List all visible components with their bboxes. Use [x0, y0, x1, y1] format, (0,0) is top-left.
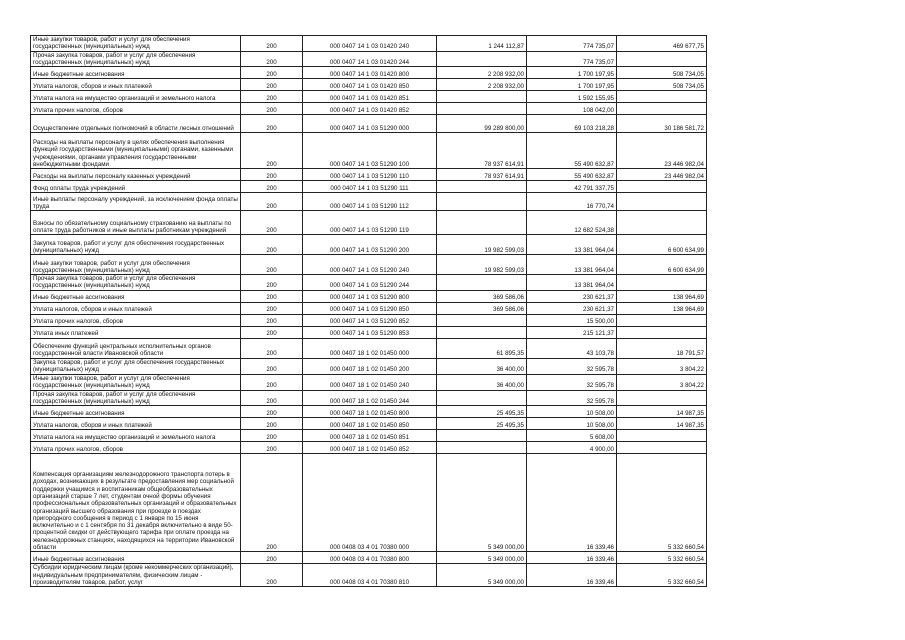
- executed-amount-cell: 55 490 632,87: [527, 133, 617, 169]
- expense-name-cell: Компенсация организациям железнодорожного транспорта потерь в доходах, возникающих в результате предоставления мер социальной поддержки учащимся и воспитанникам общеобразовательных организаций старше 7 лет, студентам очной формы обучения профессиональных образовательных организаций и образовательных организаций высшего образования при проезде в поездах пригородного сообщения в период с 1 января по 15 июня включительно и с 1 сентября по 31 декабря включительно в виде 50-процентной скидки от действующего тарифа при оплате проезда на железнодорожных станциях, находящихся на территории Ивановской области: [31, 454, 241, 552]
- table-row: [31, 302, 707, 314]
- expense-name-cell: Иные закупки товаров, работ и услуг для обеспечения государственных (муниципальных) нужд: [31, 255, 241, 275]
- approved-amount-cell: [437, 326, 527, 338]
- expense-name-cell: Прочая закупка товаров, работ и услуг для обеспечения государственных (муниципальных) нужд: [31, 390, 241, 406]
- expense-name-cell: Уплата прочих налогов, сборов: [31, 314, 241, 326]
- remaining-amount-cell: [617, 314, 707, 326]
- remaining-amount-cell: [617, 326, 707, 338]
- remaining-amount-cell: 14 987,35: [617, 406, 707, 418]
- remaining-amount-cell: 469 677,75: [617, 36, 707, 52]
- line-code-cell: 200: [241, 374, 303, 390]
- approved-amount-cell: 36 400,00: [437, 374, 527, 390]
- approved-amount-cell: 99 289 800,00: [437, 115, 527, 133]
- line-code-cell: 200: [241, 430, 303, 442]
- remaining-amount-cell: 3 804,22: [617, 358, 707, 374]
- table-row: [31, 442, 707, 454]
- executed-amount-cell: 32 595,78: [527, 374, 617, 390]
- budget-classification-code-cell: 000 0407 18 1 02 01450 850: [303, 418, 437, 430]
- budget-classification-code-cell: 000 0407 14 1 03 51290 244: [303, 275, 437, 291]
- line-code-cell: 200: [241, 133, 303, 169]
- executed-amount-cell: 16 770,74: [527, 193, 617, 211]
- executed-amount-cell: 55 490 632,87: [527, 169, 617, 181]
- remaining-amount-cell: 18 791,57: [617, 338, 707, 358]
- line-code-cell: 200: [241, 418, 303, 430]
- expense-name-cell: Уплата налогов, сборов и иных платежей: [31, 302, 241, 314]
- line-code-cell: 200: [241, 211, 303, 235]
- budget-classification-code-cell: 000 0407 14 1 03 51290 112: [303, 193, 437, 211]
- approved-amount-cell: [437, 430, 527, 442]
- executed-amount-cell: 15 500,00: [527, 314, 617, 326]
- table-row: [31, 406, 707, 418]
- executed-amount-cell: 16 339,46: [527, 552, 617, 564]
- remaining-amount-cell: 5 332 660,54: [617, 564, 707, 587]
- budget-classification-code-cell: 000 0407 18 1 02 01450 852: [303, 442, 437, 454]
- expense-name-cell: Иные бюджетные ассигнования: [31, 67, 241, 79]
- remaining-amount-cell: [617, 430, 707, 442]
- expense-name-cell: Прочая закупка товаров, работ и услуг для обеспечения государственных (муниципальных) нужд: [31, 51, 241, 67]
- budget-classification-code-cell: 000 0407 14 1 03 51290 853: [303, 326, 437, 338]
- remaining-amount-cell: 508 734,05: [617, 79, 707, 91]
- table-row: [31, 235, 707, 255]
- approved-amount-cell: 25 495,35: [437, 418, 527, 430]
- line-code-cell: 200: [241, 235, 303, 255]
- budget-classification-code-cell: 000 0407 14 1 03 51290 240: [303, 255, 437, 275]
- table-row: [31, 79, 707, 91]
- table-row: [31, 374, 707, 390]
- expense-name-cell: Уплата иных платежей: [31, 326, 241, 338]
- table-row: [31, 181, 707, 193]
- expense-name-cell: Расходы на выплаты персоналу в целях обеспечения выполнения функций государственными (муниципальными) органами, казенными учреждениями, органами управления государственными внебюджетными фондами: [31, 133, 241, 169]
- line-code-cell: 200: [241, 290, 303, 302]
- line-code-cell: 200: [241, 358, 303, 374]
- executed-amount-cell: 4 900,00: [527, 442, 617, 454]
- executed-amount-cell: 5 608,00: [527, 430, 617, 442]
- line-code-cell: 200: [241, 390, 303, 406]
- budget-classification-code-cell: 000 0407 18 1 02 01450 240: [303, 374, 437, 390]
- table-row: [31, 193, 707, 211]
- expense-name-cell: Взносы по обязательному социальному страхованию на выплаты по оплате труда работников и иные выплаты работникам учреждений: [31, 211, 241, 235]
- executed-amount-cell: 1 700 197,95: [527, 79, 617, 91]
- line-code-cell: 200: [241, 181, 303, 193]
- budget-table: [30, 35, 707, 587]
- executed-amount-cell: 1 700 197,95: [527, 67, 617, 79]
- line-code-cell: 200: [241, 552, 303, 564]
- line-code-cell: 200: [241, 91, 303, 103]
- remaining-amount-cell: [617, 275, 707, 291]
- budget-classification-code-cell: 000 0408 03 4 01 70380 810: [303, 564, 437, 587]
- remaining-amount-cell: 508 734,05: [617, 67, 707, 79]
- remaining-amount-cell: 6 600 634,99: [617, 255, 707, 275]
- expense-name-cell: Закупка товаров, работ и услуг для обеспечения государственных (муниципальных) нужд: [31, 358, 241, 374]
- budget-classification-code-cell: 000 0407 14 1 03 01420 244: [303, 51, 437, 67]
- executed-amount-cell: 13 381 964,04: [527, 275, 617, 291]
- expense-name-cell: Обеспечение функций центральных исполнительных органов государственной власти Ивановской области: [31, 338, 241, 358]
- approved-amount-cell: 1 244 112,87: [437, 36, 527, 52]
- budget-classification-code-cell: 000 0407 14 1 03 51290 119: [303, 211, 437, 235]
- approved-amount-cell: [437, 181, 527, 193]
- expense-name-cell: Уплата прочих налогов, сборов: [31, 442, 241, 454]
- expense-name-cell: Иные закупки товаров, работ и услуг для обеспечения государственных (муниципальных) нужд: [31, 374, 241, 390]
- budget-classification-code-cell: 000 0407 18 1 02 01450 800: [303, 406, 437, 418]
- remaining-amount-cell: [617, 193, 707, 211]
- executed-amount-cell: 32 595,78: [527, 358, 617, 374]
- line-code-cell: 200: [241, 36, 303, 52]
- line-code-cell: 200: [241, 302, 303, 314]
- executed-amount-cell: 1 592 155,95: [527, 91, 617, 103]
- approved-amount-cell: 369 586,06: [437, 302, 527, 314]
- expense-name-cell: Иные закупки товаров, работ и услуг для обеспечения государственных (муниципальных) нужд: [31, 36, 241, 52]
- expense-name-cell: Расходы на выплаты персоналу казенных учреждений: [31, 169, 241, 181]
- budget-classification-code-cell: 000 0407 14 1 03 01420 850: [303, 79, 437, 91]
- table-row: [31, 91, 707, 103]
- line-code-cell: 200: [241, 338, 303, 358]
- table-row: [31, 290, 707, 302]
- approved-amount-cell: 19 982 599,03: [437, 235, 527, 255]
- budget-classification-code-cell: 000 0407 14 1 03 51290 200: [303, 235, 437, 255]
- table-row: [31, 454, 707, 552]
- approved-amount-cell: 5 349 000,00: [437, 454, 527, 552]
- budget-classification-code-cell: 000 0407 14 1 03 51290 850: [303, 302, 437, 314]
- line-code-cell: 200: [241, 454, 303, 552]
- remaining-amount-cell: [617, 211, 707, 235]
- budget-classification-code-cell: 000 0407 14 1 03 51290 000: [303, 115, 437, 133]
- line-code-cell: 200: [241, 67, 303, 79]
- remaining-amount-cell: 14 987,35: [617, 418, 707, 430]
- budget-classification-code-cell: 000 0407 14 1 03 51290 111: [303, 181, 437, 193]
- table-row: [31, 418, 707, 430]
- approved-amount-cell: [437, 275, 527, 291]
- executed-amount-cell: 10 508,00: [527, 406, 617, 418]
- line-code-cell: 200: [241, 255, 303, 275]
- line-code-cell: 200: [241, 564, 303, 587]
- remaining-amount-cell: [617, 390, 707, 406]
- budget-classification-code-cell: 000 0407 14 1 03 51290 852: [303, 314, 437, 326]
- remaining-amount-cell: [617, 91, 707, 103]
- executed-amount-cell: 12 682 524,38: [527, 211, 617, 235]
- approved-amount-cell: 2 208 932,00: [437, 67, 527, 79]
- executed-amount-cell: 230 621,37: [527, 302, 617, 314]
- executed-amount-cell: 108 042,00: [527, 103, 617, 115]
- budget-classification-code-cell: 000 0408 03 4 01 70380 000: [303, 454, 437, 552]
- remaining-amount-cell: 5 332 660,54: [617, 454, 707, 552]
- budget-table-body: [31, 36, 707, 587]
- line-code-cell: 200: [241, 79, 303, 91]
- budget-classification-code-cell: 000 0407 14 1 03 01420 240: [303, 36, 437, 52]
- remaining-amount-cell: [617, 103, 707, 115]
- approved-amount-cell: 78 937 614,91: [437, 169, 527, 181]
- table-row: [31, 255, 707, 275]
- executed-amount-cell: 42 791 337,75: [527, 181, 617, 193]
- expense-name-cell: Уплата налога на имущество организаций и земельного налога: [31, 430, 241, 442]
- budget-execution-sheet: [30, 35, 706, 587]
- expense-name-cell: Прочая закупка товаров, работ и услуг для обеспечения государственных (муниципальных) нужд: [31, 275, 241, 291]
- expense-name-cell: Уплата прочих налогов, сборов: [31, 103, 241, 115]
- line-code-cell: 200: [241, 442, 303, 454]
- approved-amount-cell: [437, 442, 527, 454]
- remaining-amount-cell: 138 964,69: [617, 302, 707, 314]
- approved-amount-cell: [437, 390, 527, 406]
- remaining-amount-cell: 5 332 660,54: [617, 552, 707, 564]
- budget-classification-code-cell: 000 0407 14 1 03 51290 110: [303, 169, 437, 181]
- executed-amount-cell: 13 381 964,04: [527, 255, 617, 275]
- budget-classification-code-cell: 000 0407 18 1 02 01450 000: [303, 338, 437, 358]
- approved-amount-cell: [437, 103, 527, 115]
- expense-name-cell: Субсидии юридическим лицам (кроме некоммерческих организаций), индивидуальным предпринимателям, физическим лицам - производителям товаров, работ, услуг: [31, 564, 241, 587]
- line-code-cell: 200: [241, 51, 303, 67]
- table-row: [31, 552, 707, 564]
- remaining-amount-cell: 138 964,69: [617, 290, 707, 302]
- executed-amount-cell: 32 595,78: [527, 390, 617, 406]
- table-row: [31, 67, 707, 79]
- approved-amount-cell: 369 586,06: [437, 290, 527, 302]
- expense-name-cell: Иные бюджетные ассигнования: [31, 406, 241, 418]
- remaining-amount-cell: 30 186 581,72: [617, 115, 707, 133]
- budget-classification-code-cell: 000 0407 18 1 02 01450 244: [303, 390, 437, 406]
- approved-amount-cell: 19 982 599,03: [437, 255, 527, 275]
- executed-amount-cell: 69 103 218,28: [527, 115, 617, 133]
- table-row: [31, 338, 707, 358]
- table-row: [31, 314, 707, 326]
- table-row: [31, 51, 707, 67]
- executed-amount-cell: 774 735,07: [527, 51, 617, 67]
- expense-name-cell: Закупка товаров, работ и услуг для обеспечения государственных (муниципальных) нужд: [31, 235, 241, 255]
- budget-classification-code-cell: 000 0407 14 1 03 01420 852: [303, 103, 437, 115]
- executed-amount-cell: 10 508,00: [527, 418, 617, 430]
- executed-amount-cell: 13 381 964,04: [527, 235, 617, 255]
- table-row: [31, 115, 707, 133]
- line-code-cell: 200: [241, 193, 303, 211]
- remaining-amount-cell: [617, 181, 707, 193]
- line-code-cell: 200: [241, 406, 303, 418]
- budget-classification-code-cell: 000 0407 14 1 03 01420 800: [303, 67, 437, 79]
- expense-name-cell: Осуществление отдельных полномочий в области лесных отношений: [31, 115, 241, 133]
- line-code-cell: 200: [241, 169, 303, 181]
- expense-name-cell: Иные выплаты персоналу учреждений, за исключением фонда оплаты труда: [31, 193, 241, 211]
- expense-name-cell: Иные бюджетные ассигнования: [31, 290, 241, 302]
- executed-amount-cell: 16 339,46: [527, 564, 617, 587]
- table-row: [31, 133, 707, 169]
- expense-name-cell: Уплата налога на имущество организаций и земельного налога: [31, 91, 241, 103]
- executed-amount-cell: 230 621,37: [527, 290, 617, 302]
- line-code-cell: 200: [241, 275, 303, 291]
- budget-classification-code-cell: 000 0407 14 1 03 51290 800: [303, 290, 437, 302]
- table-row: [31, 326, 707, 338]
- expense-name-cell: Иные бюджетные ассигнования: [31, 552, 241, 564]
- table-row: [31, 430, 707, 442]
- approved-amount-cell: [437, 193, 527, 211]
- approved-amount-cell: 36 400,00: [437, 358, 527, 374]
- table-row: [31, 564, 707, 587]
- line-code-cell: 200: [241, 326, 303, 338]
- budget-classification-code-cell: 000 0408 03 4 01 70380 800: [303, 552, 437, 564]
- executed-amount-cell: 215 121,37: [527, 326, 617, 338]
- remaining-amount-cell: 23 446 982,04: [617, 133, 707, 169]
- remaining-amount-cell: 6 600 634,99: [617, 235, 707, 255]
- remaining-amount-cell: [617, 51, 707, 67]
- approved-amount-cell: 5 349 000,00: [437, 564, 527, 587]
- budget-classification-code-cell: 000 0407 18 1 02 01450 851: [303, 430, 437, 442]
- table-row: [31, 358, 707, 374]
- executed-amount-cell: 774 735,07: [527, 36, 617, 52]
- approved-amount-cell: [437, 211, 527, 235]
- executed-amount-cell: 16 339,46: [527, 454, 617, 552]
- expense-name-cell: Уплата налогов, сборов и иных платежей: [31, 79, 241, 91]
- line-code-cell: 200: [241, 103, 303, 115]
- remaining-amount-cell: [617, 442, 707, 454]
- table-row: [31, 169, 707, 181]
- remaining-amount-cell: 23 446 982,04: [617, 169, 707, 181]
- approved-amount-cell: 25 495,35: [437, 406, 527, 418]
- approved-amount-cell: [437, 91, 527, 103]
- approved-amount-cell: [437, 314, 527, 326]
- table-row: [31, 103, 707, 115]
- approved-amount-cell: 5 349 000,00: [437, 552, 527, 564]
- table-row: [31, 390, 707, 406]
- table-row: [31, 36, 707, 52]
- line-code-cell: 200: [241, 115, 303, 133]
- approved-amount-cell: [437, 51, 527, 67]
- remaining-amount-cell: 3 804,22: [617, 374, 707, 390]
- table-row: [31, 275, 707, 291]
- budget-classification-code-cell: 000 0407 14 1 03 51290 100: [303, 133, 437, 169]
- approved-amount-cell: 2 208 932,00: [437, 79, 527, 91]
- executed-amount-cell: 43 103,78: [527, 338, 617, 358]
- table-row: [31, 211, 707, 235]
- expense-name-cell: Фонд оплаты труда учреждений: [31, 181, 241, 193]
- budget-classification-code-cell: 000 0407 18 1 02 01450 200: [303, 358, 437, 374]
- approved-amount-cell: 78 937 614,91: [437, 133, 527, 169]
- expense-name-cell: Уплата налогов, сборов и иных платежей: [31, 418, 241, 430]
- approved-amount-cell: 61 895,35: [437, 338, 527, 358]
- line-code-cell: 200: [241, 314, 303, 326]
- budget-classification-code-cell: 000 0407 14 1 03 01420 851: [303, 91, 437, 103]
